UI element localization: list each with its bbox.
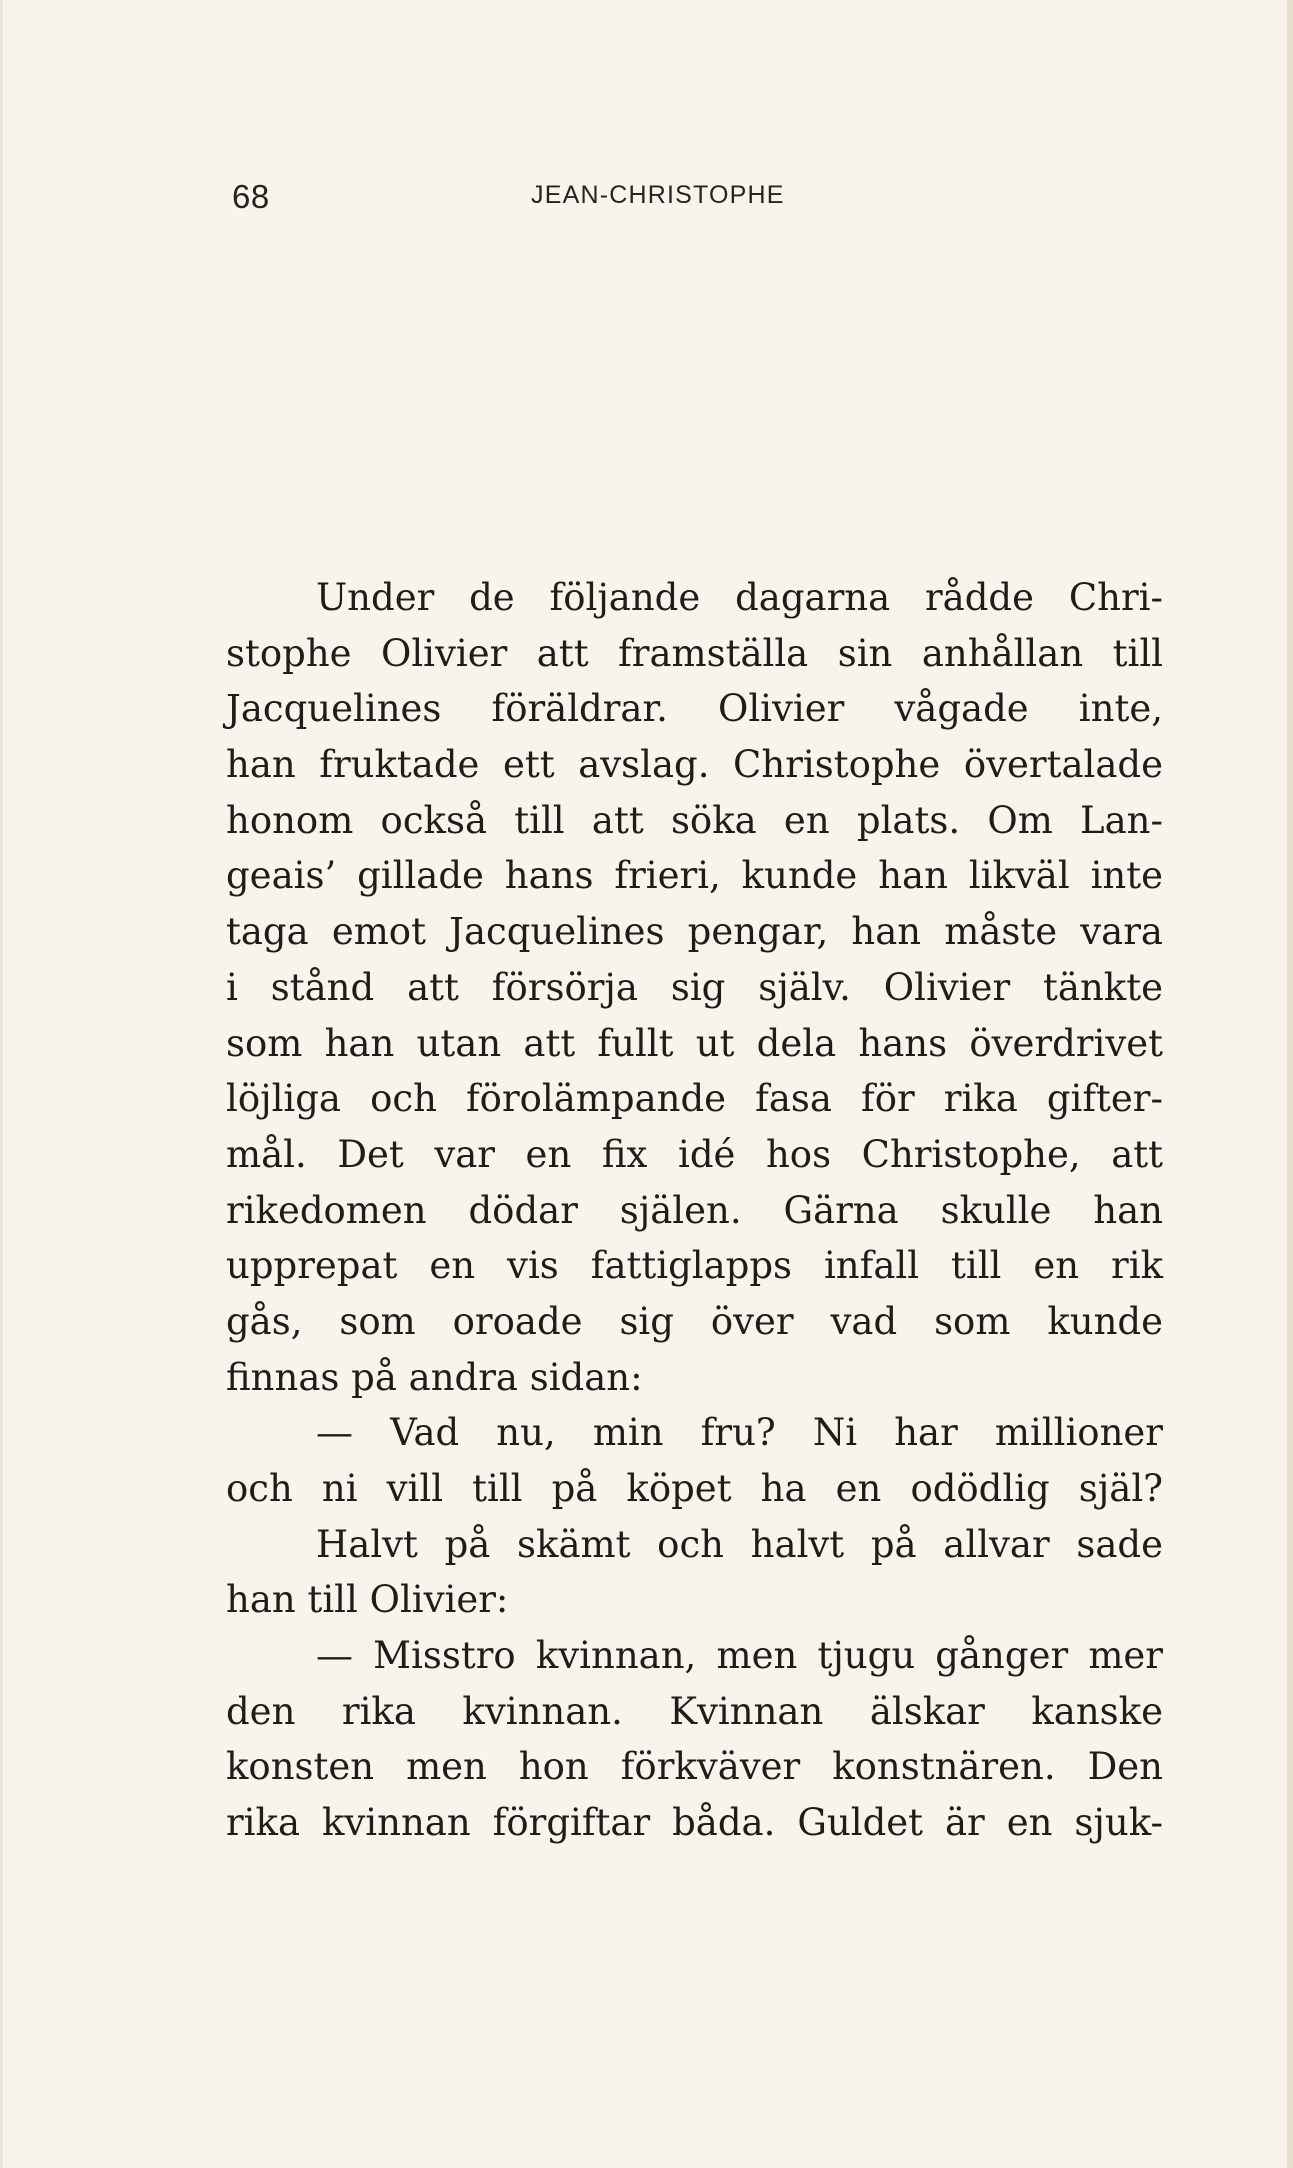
text-line: finnas på andra sidan: (226, 1355, 643, 1399)
text-line: konsten men hon förkväver konstnären. Den (226, 1745, 1163, 1789)
text-line: rika kvinnan förgiftar båda. Guldet är en sjuk- (226, 1801, 1163, 1845)
page-edge-right (1287, 0, 1293, 2168)
body-text (226, 570, 1163, 1851)
text-line: gås, som oroade sig över vad som kunde (226, 1299, 1163, 1343)
text-line: honom också till att söka en plats. Om Lan- (226, 798, 1163, 842)
text-line: geais’ gillade hans frieri, kunde han likväl inte (226, 854, 1163, 898)
text-line: den rika kvinnan. Kvinnan älskar kanske (226, 1689, 1163, 1733)
text-line: — Vad nu, min fru? Ni har millioner (316, 1411, 1163, 1455)
text-line: i stånd att försörja sig själv. Olivier tänkte (226, 965, 1163, 1009)
text-line: taga emot Jacquelines pengar, han måste vara (226, 910, 1163, 954)
text-line: som han utan att fullt ut dela hans överdrivet (226, 1021, 1163, 1065)
text-line: han fruktade ett avslag. Christophe övertalade (226, 743, 1163, 787)
text-line: Under de följande dagarna rådde Chri- (316, 576, 1163, 619)
text-line: Halvt på skämt och halvt på allvar sade (316, 1522, 1163, 1566)
text-line: rikedomen dödar själen. Gärna skulle han (226, 1188, 1163, 1232)
text-line: löjliga och förolämpande fasa för rika gifter- (226, 1077, 1163, 1121)
text-line: — Misstro kvinnan, men tjugu gånger mer (316, 1634, 1163, 1678)
text-line: stophe Olivier att framställa sin anhållan till (226, 631, 1163, 675)
text-line: upprepat en vis fattiglapps infall till en rik (226, 1244, 1163, 1288)
running-title: JEAN-CHRISTOPHE (531, 181, 785, 209)
text-line: mål. Det var en fix idé hos Christophe, att (226, 1132, 1163, 1176)
text-line: Jacquelines föräldrar. Olivier vågade inte, (226, 687, 1163, 731)
text-line: han till Olivier: (226, 1578, 509, 1622)
page-edge-left (0, 0, 3, 2168)
page-number: 68 (232, 178, 270, 215)
text-line: och ni vill till på köpet ha en odödlig själ? (226, 1467, 1163, 1510)
page-header (232, 178, 1162, 218)
